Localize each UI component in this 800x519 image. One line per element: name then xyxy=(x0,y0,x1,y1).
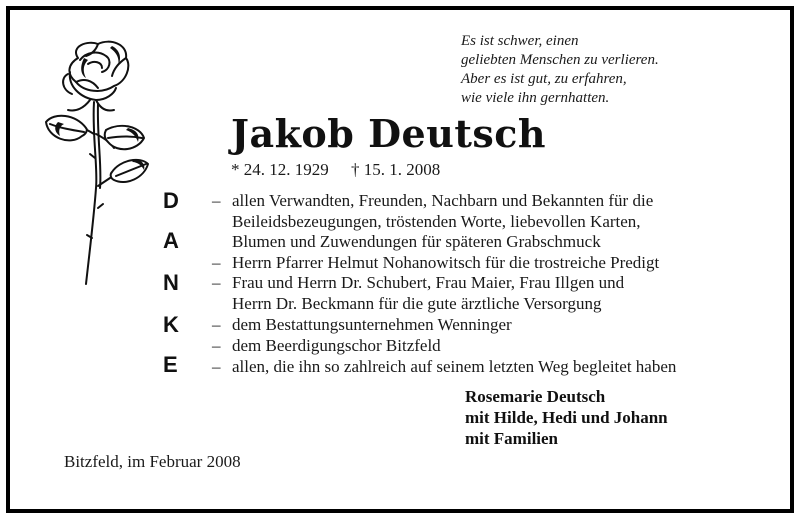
thanks-line: Blumen und Zuwendungen für späteren Grabschmuck xyxy=(232,232,601,251)
quote-line: geliebten Menschen zu verlieren. xyxy=(461,52,659,68)
thanks-line: dem Bestattungsunternehmen Wenninger xyxy=(232,315,512,334)
list-dash: – xyxy=(212,273,221,292)
thanks-line: dem Beerdigungschor Bitzfeld xyxy=(232,336,441,355)
signature-line: mit Hilde, Hedi und Johann xyxy=(465,408,668,427)
thanks-line: allen, die ihn so zahlreich auf seinem letzten Weg begleitet haben xyxy=(232,357,677,376)
list-dash: – xyxy=(212,357,221,376)
list-dash: – xyxy=(212,315,221,334)
thanks-line: allen Verwandten, Freunden, Nachbarn und Bekannten für die xyxy=(232,191,654,210)
thanks-line: Herrn Pfarrer Helmut Nohanowitsch für die trostreiche Predigt xyxy=(232,253,660,272)
thanks-line: Beileidsbezeugungen, tröstenden Worte, liebevollen Karten, xyxy=(232,212,641,231)
signature-line: mit Familien xyxy=(465,429,559,448)
list-dash: – xyxy=(212,336,221,355)
rose-icon xyxy=(40,38,150,288)
danke-letter-k: K xyxy=(163,312,179,337)
quote-line: Es ist schwer, einen xyxy=(461,33,579,49)
quote-line: wie viele ihn gernhatten. xyxy=(461,90,610,106)
signature-block xyxy=(465,386,668,449)
signature-line: Rosemarie Deutsch xyxy=(465,387,606,406)
thanks-line: Frau und Herrn Dr. Schubert, Frau Maier, Frau Illgen und xyxy=(232,273,625,292)
danke-letter-d: D xyxy=(163,188,179,213)
danke-letter-e: E xyxy=(163,352,178,377)
danke-letter-n: N xyxy=(163,270,179,295)
quote-line: Aber es ist gut, zu erfahren, xyxy=(461,71,627,87)
list-dash: – xyxy=(212,253,221,272)
birth-date: * 24. 12. 1929 xyxy=(231,160,329,179)
life-dates xyxy=(231,160,458,180)
deceased-name: Jakob Deutsch xyxy=(231,111,547,156)
memorial-quote xyxy=(461,32,781,108)
list-dash: – xyxy=(212,191,221,210)
place-date: Bitzfeld, im Februar 2008 xyxy=(64,452,241,471)
death-date: † 15. 1. 2008 xyxy=(351,160,441,179)
danke-letter-a: A xyxy=(163,228,179,253)
thanks-line: Herrn Dr. Beckmann für die gute ärztliche Versorgung xyxy=(232,294,602,313)
